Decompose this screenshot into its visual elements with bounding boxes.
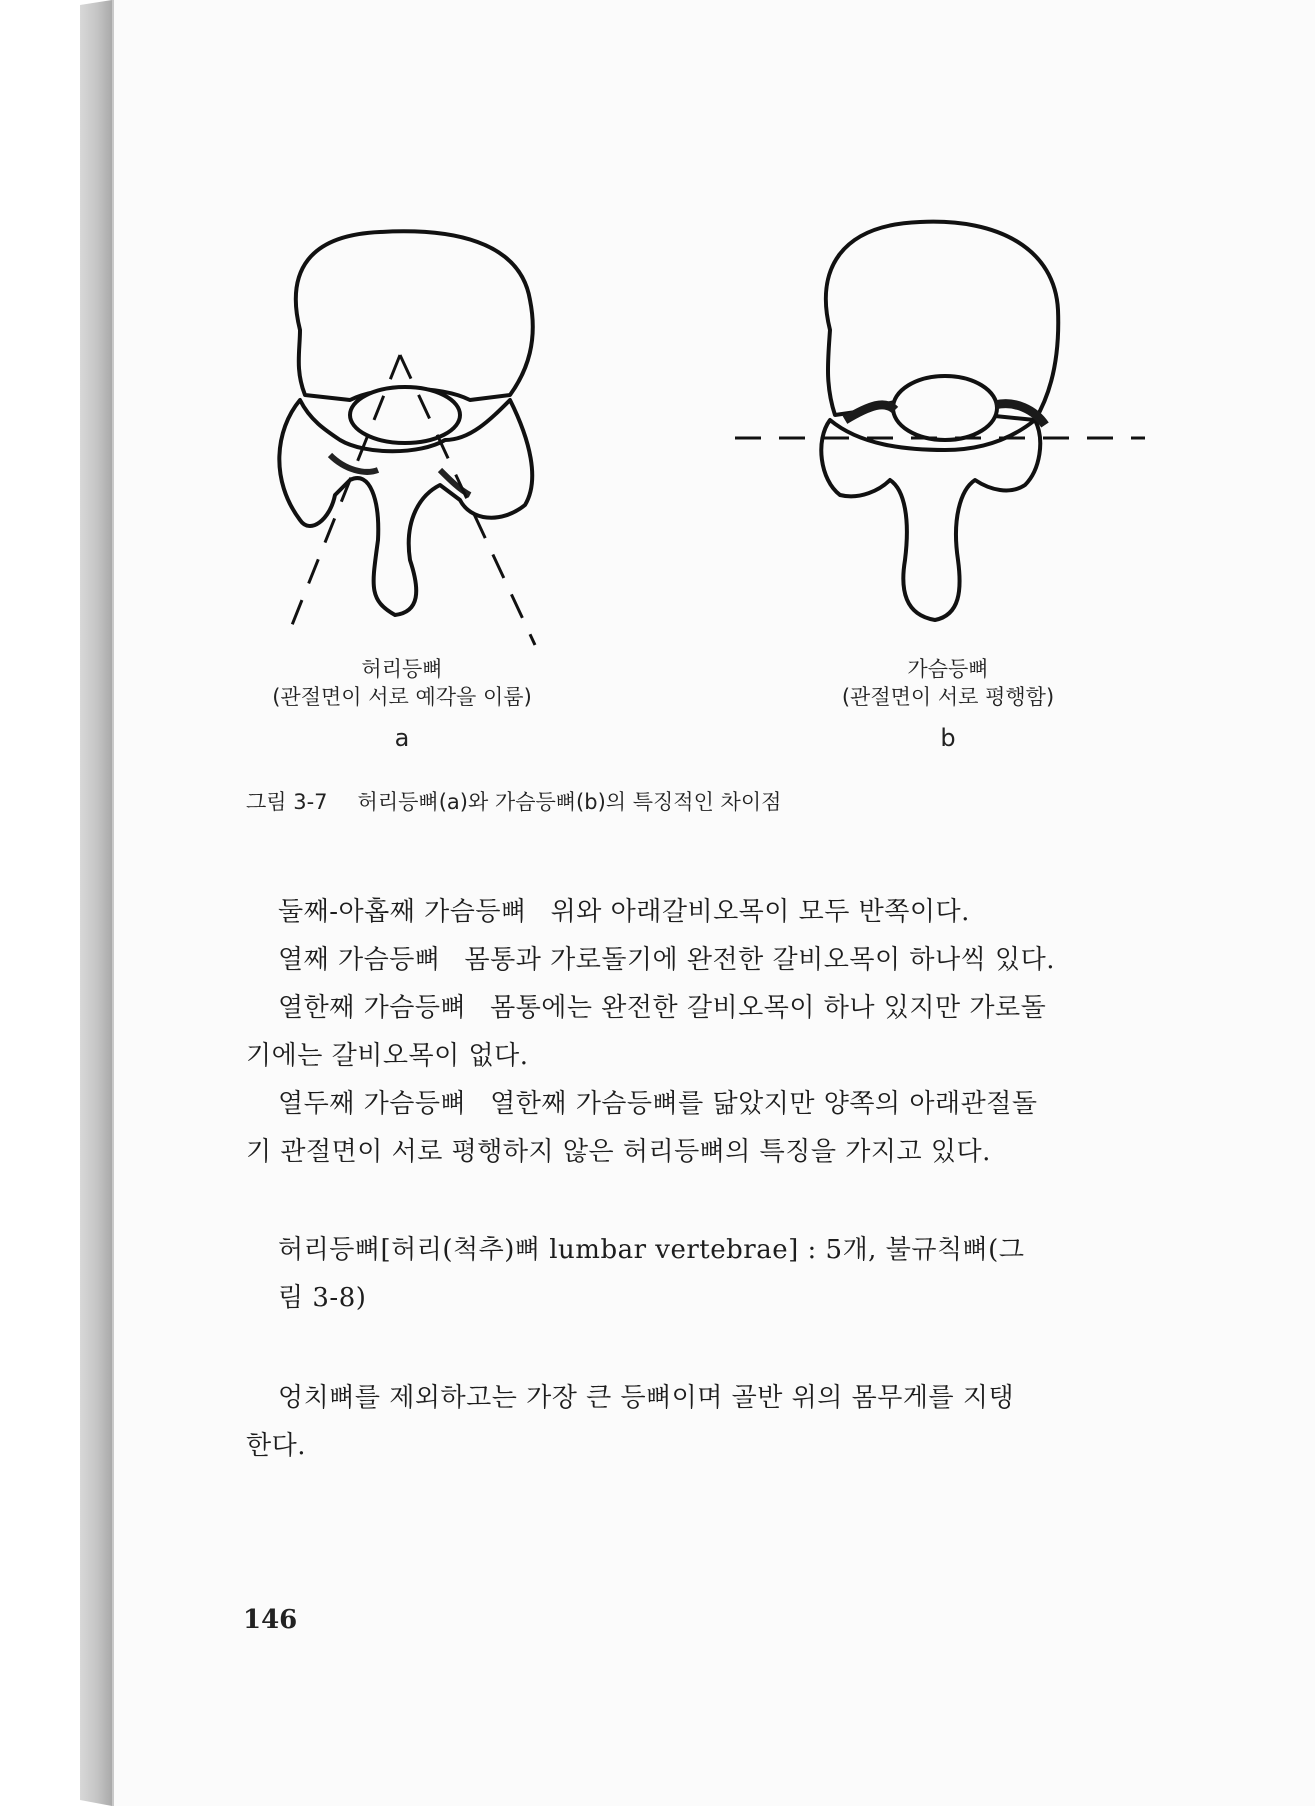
page-number: 146 <box>243 1605 298 1635</box>
term-12: 열두째 가슴등뼈 <box>278 1089 467 1119</box>
text-2-9: 위와 아래갈비오목이 모두 반쪽이다. <box>550 897 970 927</box>
term-2-9: 둘째-아홉째 가슴등뼈 <box>278 897 527 927</box>
lumbar-label: 허리등뼈 <box>361 657 443 681</box>
paragraph-12-cont: 기 관절면이 서로 평행하지 않은 허리등뼈의 특징을 가지고 있다. <box>246 1137 991 1167</box>
figure-label-b <box>768 655 1128 711</box>
paragraph-12 <box>246 1080 1146 1128</box>
thoracic-paragraphs <box>246 888 1146 1176</box>
figure-3-7 <box>0 0 1315 800</box>
thoracic-vertebra-drawing <box>821 222 1058 620</box>
paragraph-11-cont: 기에는 갈비오목이 없다. <box>246 1041 529 1071</box>
figure-caption-number: 그림 3-7 <box>246 790 328 814</box>
lumbar-heading <box>246 1226 1146 1322</box>
figure-label-a <box>222 655 582 711</box>
lumbar-heading-line2: 림 3-8) <box>278 1283 367 1313</box>
figure-caption <box>246 786 781 816</box>
paragraph-11 <box>246 984 1146 1032</box>
lumbar-paragraph-line2: 한다. <box>246 1431 306 1461</box>
lumbar-label-desc: (관절면이 서로 예각을 이룸) <box>272 685 532 709</box>
thoracic-label: 가슴등뼈 <box>907 657 989 681</box>
lumbar-heading-line1: 허리등뼈[허리(척추)뼈 lumbar vertebrae] : 5개, 불규칙뼈(그 <box>278 1235 1025 1265</box>
lumbar-paragraph <box>246 1374 1146 1470</box>
paragraph-2-9 <box>246 888 1146 936</box>
lumbar-paragraph-line1: 엉치뼈를 제외하고는 가장 큰 등뼈이며 골반 위의 몸무게를 지탱 <box>278 1383 1015 1413</box>
figure-letter-a: a <box>394 724 410 752</box>
figure-letter-b: b <box>940 724 956 752</box>
term-10: 열째 가슴등뼈 <box>278 945 441 975</box>
text-12a: 열한째 가슴등뼈를 닮았지만 양쪽의 아래관절돌 <box>490 1089 1038 1119</box>
text-10: 몸통과 가로돌기에 완전한 갈비오목이 하나씩 있다. <box>464 945 1055 975</box>
thoracic-label-desc: (관절면이 서로 평행함) <box>841 685 1055 709</box>
text-11a: 몸통에는 완전한 갈비오목이 하나 있지만 가로돌 <box>490 993 1047 1023</box>
figure-caption-text: 허리등뼈(a)와 가슴등뼈(b)의 특징적인 차이점 <box>357 790 782 814</box>
paragraph-10 <box>246 936 1146 984</box>
term-11: 열한째 가슴등뼈 <box>278 993 467 1023</box>
